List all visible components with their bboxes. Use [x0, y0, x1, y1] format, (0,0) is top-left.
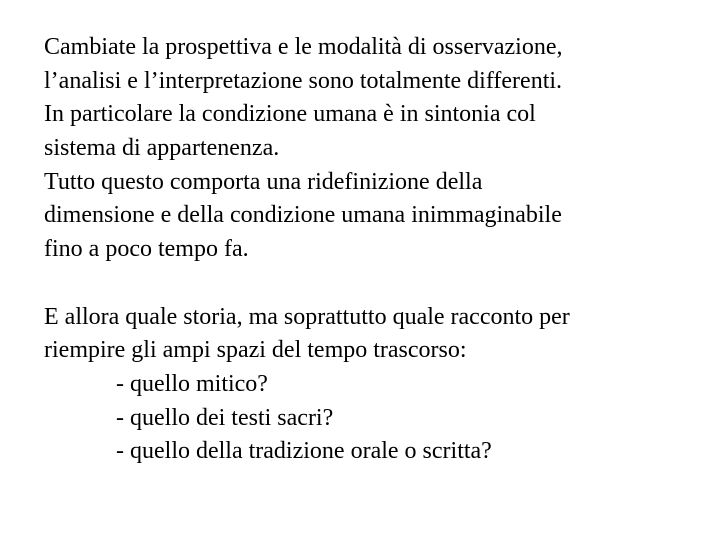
text-line: Tutto questo comporta una ridefinizione della — [44, 168, 483, 195]
text-line: riempire gli ampi spazi del tempo trascorso: — [44, 337, 467, 364]
text-line: In particolare la condizione umana è in sintonia col — [44, 101, 536, 128]
paragraph-spacer — [44, 267, 704, 301]
option-item: - quello mitico? — [116, 370, 268, 397]
text-line: fino a poco tempo fa. — [44, 236, 249, 263]
text-line: sistema di appartenenza. — [44, 135, 280, 162]
text-line: l’analisi e l’interpretazione sono totalmente differenti. — [44, 67, 563, 94]
text-line: Cambiate la prospettiva e le modalità di osservazione, — [44, 34, 563, 60]
text-line: dimensione e della condizione umana inimmaginabile — [44, 202, 562, 229]
slide-text — [44, 31, 704, 469]
option-item: - quello dei testi sacri? — [116, 404, 334, 431]
text-line: E allora quale storia, ma soprattutto quale racconto per — [44, 303, 570, 330]
option-item: - quello della tradizione orale o scritta? — [116, 438, 492, 465]
